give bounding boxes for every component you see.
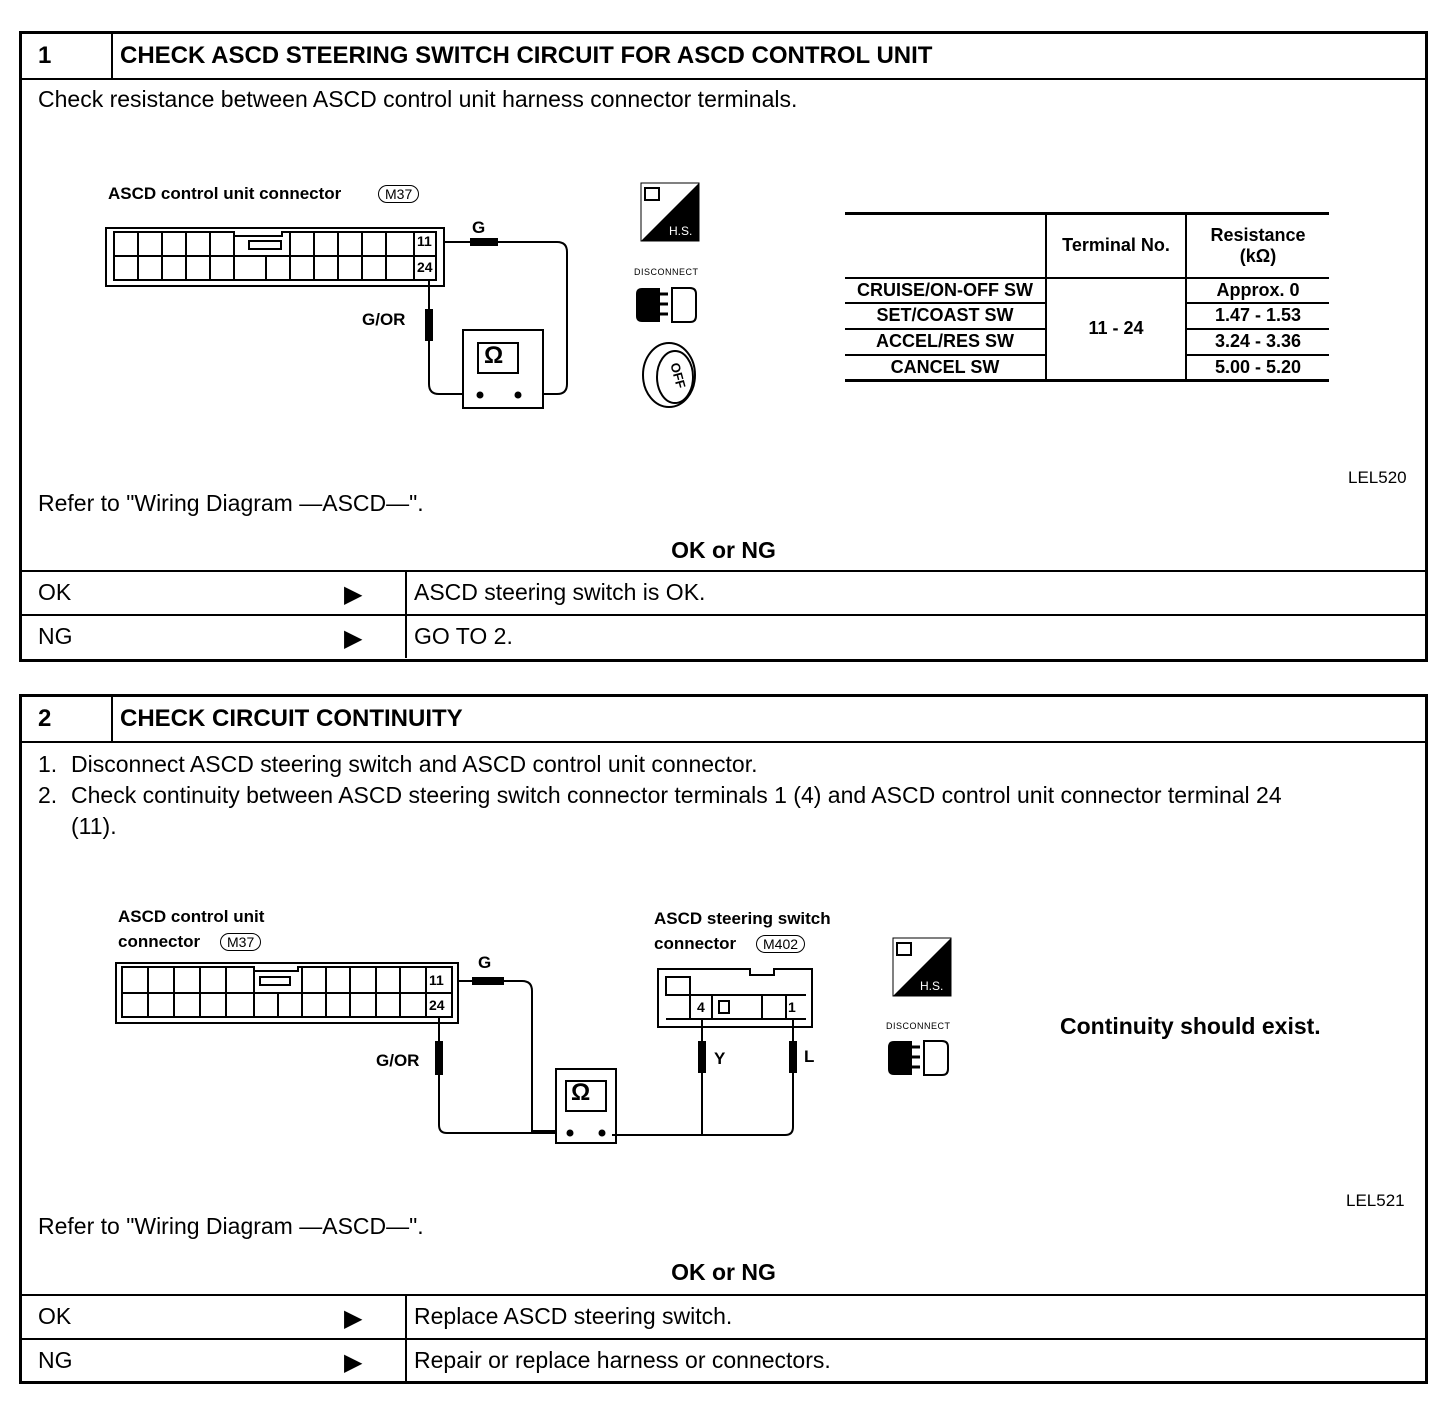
sw-connector-code: M402 — [756, 935, 805, 953]
disconnect-label: DISCONNECT — [886, 1021, 951, 1031]
step-list-text: Check continuity between ASCD steering switch connector terminals 1 (4) and ASCD control unit connector terminal 24 — [71, 782, 1282, 808]
connector-label: ASCD control unit connector — [108, 184, 342, 203]
wire-l — [702, 1019, 797, 1135]
ohm-symbol: Ω — [484, 342, 504, 369]
cu-label-line2: connector — [118, 932, 201, 951]
hs-label: H.S. — [920, 979, 944, 993]
instruction-text: Check resistance between ASCD control unit harness connector terminals. — [38, 86, 798, 112]
cu-label-line1: ASCD control unit — [118, 907, 265, 926]
table-value-cell: 5.00 - 5.20 — [1214, 356, 1302, 377]
sw-pin-4: 4 — [697, 999, 705, 1015]
pin-11: 11 — [417, 233, 432, 249]
table-value-cell: 1.47 - 1.53 — [1214, 305, 1302, 325]
connector-shape — [106, 228, 444, 286]
table-switch-cell: CANCEL SW — [890, 356, 1000, 377]
ok-or-ng-title: OK or NG — [671, 1259, 776, 1285]
result-key: NG — [38, 623, 73, 649]
arrow-icon: ▶ — [344, 581, 363, 608]
wire-label-g-or: G/OR — [376, 1051, 420, 1070]
step-list-text: Disconnect ASCD steering switch and ASCD control unit connector. — [71, 751, 758, 777]
result-key: OK — [38, 579, 72, 605]
arrow-icon: ▶ — [344, 1349, 363, 1376]
cu-connector-code: M37 — [220, 933, 261, 951]
table-terminal-cell: 11 - 24 — [1046, 278, 1186, 381]
resistance-header-label: Resistance — [1210, 224, 1306, 245]
row-divider — [405, 572, 407, 614]
wire-g — [458, 977, 566, 1131]
pin-24: 24 — [429, 997, 445, 1013]
sw-label-line2: connector — [654, 934, 737, 953]
wire-label-g-or: G/OR — [362, 310, 406, 329]
hs-label: H.S. — [669, 224, 693, 238]
connector-code: M37 — [378, 185, 419, 203]
continuity-note: Continuity should exist. — [1060, 1013, 1321, 1039]
sw-pin-1: 1 — [788, 999, 796, 1015]
disconnect-label: DISCONNECT — [634, 267, 699, 277]
refer-text: Refer to "Wiring Diagram —ASCD—". — [38, 1213, 424, 1239]
step-number: 1 — [38, 42, 52, 69]
off-label: OFF — [667, 361, 689, 390]
wire-y — [612, 1019, 706, 1135]
result-row-ng — [22, 614, 1425, 658]
table-header-resistance — [1186, 214, 1329, 278]
wire-g-or — [435, 1017, 566, 1133]
row-divider — [405, 1340, 407, 1382]
sw-label-line1: ASCD steering switch — [654, 909, 831, 928]
result-row-ok — [22, 570, 1425, 614]
step-2-box — [19, 694, 1428, 1384]
arrow-icon: ▶ — [344, 1305, 363, 1332]
wire-label-l: L — [804, 1047, 815, 1066]
table-value-cell: 3.24 - 3.36 — [1214, 331, 1302, 351]
step-list-text-cont: (11). — [71, 813, 117, 839]
step-title: CHECK CIRCUIT CONTINUITY — [120, 705, 463, 732]
cu-connector-shape — [116, 963, 458, 1023]
pin-11: 11 — [429, 972, 444, 988]
result-value: Replace ASCD steering switch. — [414, 1303, 733, 1329]
result-key: OK — [38, 1303, 72, 1329]
resistance-table — [845, 212, 1329, 382]
resistance-unit: (kΩ) — [1239, 245, 1277, 266]
step-title: CHECK ASCD STEERING SWITCH CIRCUIT FOR ASCD CONTROL UNIT — [120, 42, 933, 69]
row-divider — [405, 1296, 407, 1338]
result-row-ok — [22, 1294, 1425, 1338]
result-value: Repair or replace harness or connectors. — [414, 1347, 831, 1373]
disconnect-icon — [886, 1033, 956, 1083]
table-header-terminal: Terminal No. — [1046, 214, 1186, 278]
table-header-blank — [845, 214, 1046, 278]
ohm-symbol: Ω — [571, 1079, 591, 1106]
figure-code: LEL520 — [1348, 468, 1407, 487]
wire-label-g: G — [478, 953, 492, 972]
arrow-icon: ▶ — [344, 625, 363, 652]
table-switch-cell: ACCEL/RES SW — [875, 331, 1014, 351]
step-1-box — [19, 31, 1428, 662]
refer-text: Refer to "Wiring Diagram —ASCD—". — [38, 490, 424, 516]
result-value: GO TO 2. — [414, 623, 513, 649]
figure-code: LEL521 — [1346, 1191, 1405, 1210]
table-switch-cell: CRUISE/ON-OFF SW — [857, 279, 1033, 300]
step-list-number: 2. — [38, 782, 58, 808]
wire-label-g: G — [472, 218, 486, 237]
resistance-check-diagram — [22, 34, 742, 454]
step-number: 2 — [38, 705, 52, 732]
sw-connector-shape — [658, 969, 812, 1027]
step-list-number: 1. — [38, 751, 58, 777]
table-value-cell: Approx. 0 — [1216, 279, 1300, 300]
disconnect-icon — [634, 280, 704, 330]
table-switch-cell: SET/COAST SW — [876, 305, 1014, 325]
ok-or-ng-title: OK or NG — [671, 537, 776, 563]
result-value: ASCD steering switch is OK. — [414, 579, 706, 605]
result-key: NG — [38, 1347, 73, 1373]
wire-label-y: Y — [714, 1049, 726, 1068]
row-divider — [405, 616, 407, 658]
continuity-check-diagram — [22, 697, 982, 1167]
result-row-ng — [22, 1338, 1425, 1382]
pin-24: 24 — [417, 259, 433, 275]
